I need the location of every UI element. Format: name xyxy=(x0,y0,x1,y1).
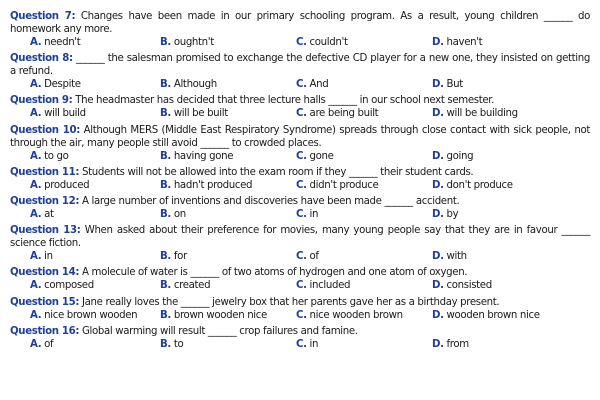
option-text: created xyxy=(173,280,211,292)
options-row xyxy=(10,150,590,163)
option-letter: D. xyxy=(432,179,444,191)
option-a xyxy=(10,179,160,192)
question-stem xyxy=(10,52,590,78)
option-text: in xyxy=(309,338,319,350)
option-letter: D. xyxy=(432,280,444,292)
question-stem xyxy=(10,266,590,279)
options-row xyxy=(10,309,590,322)
question-stem xyxy=(10,166,590,179)
option-d xyxy=(432,150,568,163)
option-c xyxy=(296,150,432,163)
option-text: included xyxy=(309,280,351,292)
option-d xyxy=(432,250,568,263)
option-text: nice brown wooden xyxy=(44,309,138,321)
option-text: going xyxy=(446,150,474,162)
option-letter: C. xyxy=(296,179,307,191)
question-16 xyxy=(10,325,590,351)
options-row xyxy=(10,208,590,221)
option-letter: C. xyxy=(296,79,307,91)
question-label: Question 16: xyxy=(10,325,80,337)
options-row xyxy=(10,338,590,351)
option-letter: B. xyxy=(160,208,171,220)
option-d xyxy=(432,338,568,351)
option-letter: B. xyxy=(160,251,171,263)
option-text: don't produce xyxy=(446,179,513,191)
question-label: Question 12: xyxy=(10,195,80,207)
option-letter: B. xyxy=(160,309,171,321)
question-14 xyxy=(10,266,590,292)
option-letter: D. xyxy=(432,208,444,220)
option-text: composed xyxy=(44,280,94,292)
option-text: oughtn't xyxy=(173,37,214,48)
option-letter: D. xyxy=(432,309,444,321)
option-text: But xyxy=(446,79,463,91)
option-b xyxy=(160,338,296,351)
question-label: Question 11: xyxy=(10,166,80,178)
option-c xyxy=(296,107,432,120)
option-text: produced xyxy=(44,179,90,191)
option-letter: C. xyxy=(296,37,307,48)
option-d xyxy=(432,78,568,91)
option-b xyxy=(160,150,296,163)
question-text: Although MERS (Middle East Respiratory Syndrome) spreads through close contact with sick people, not through the air, many people still avoid ______ to crowded places. xyxy=(10,124,590,149)
option-text: needn't xyxy=(44,37,81,48)
option-text: having gone xyxy=(173,150,234,162)
option-a xyxy=(10,250,160,263)
question-label: Question 9: xyxy=(10,95,73,107)
question-8 xyxy=(10,52,590,91)
option-letter: D. xyxy=(432,37,444,48)
option-letter: A. xyxy=(30,150,42,162)
option-letter: C. xyxy=(296,108,307,120)
option-c xyxy=(296,279,432,292)
option-a xyxy=(10,208,160,221)
options-row xyxy=(10,107,590,120)
option-d xyxy=(432,179,568,192)
question-15 xyxy=(10,296,590,322)
option-letter: D. xyxy=(432,251,444,263)
option-text: brown wooden nice xyxy=(173,309,267,321)
option-letter: D. xyxy=(432,79,444,91)
option-text: hadn't produced xyxy=(173,179,253,191)
option-letter: C. xyxy=(296,150,307,162)
option-letter: D. xyxy=(432,150,444,162)
option-text: couldn't xyxy=(309,37,348,48)
question-7 xyxy=(10,10,590,49)
option-text: will be built xyxy=(173,108,228,120)
option-letter: C. xyxy=(296,309,307,321)
option-letter: D. xyxy=(432,108,444,120)
question-text: A large number of inventions and discoveries have been made ______ accident. xyxy=(82,195,460,207)
option-text: for xyxy=(173,251,187,263)
option-letter: B. xyxy=(160,108,171,120)
option-b xyxy=(160,208,296,221)
option-text: gone xyxy=(309,150,334,162)
option-letter: C. xyxy=(296,251,307,263)
option-text: to go xyxy=(44,150,69,162)
question-stem xyxy=(10,224,590,250)
option-text: will be building xyxy=(446,108,518,120)
option-text: wooden brown nice xyxy=(446,309,540,321)
question-stem xyxy=(10,195,590,208)
option-b xyxy=(160,179,296,192)
question-stem xyxy=(10,94,590,107)
option-b xyxy=(160,107,296,120)
option-letter: D. xyxy=(432,338,444,350)
question-9 xyxy=(10,94,590,120)
option-letter: B. xyxy=(160,150,171,162)
option-c xyxy=(296,208,432,221)
question-label: Question 10: xyxy=(10,124,80,136)
option-letter: B. xyxy=(160,37,171,48)
option-letter: B. xyxy=(160,79,171,91)
option-letter: A. xyxy=(30,179,42,191)
option-text: in xyxy=(44,251,53,263)
question-text: Global warming will result ______ crop failures and famine. xyxy=(82,325,358,337)
option-c xyxy=(296,36,432,49)
option-letter: A. xyxy=(30,309,42,321)
question-stem xyxy=(10,10,590,36)
option-c xyxy=(296,338,432,351)
option-b xyxy=(160,309,296,322)
question-label: Question 8: xyxy=(10,53,73,65)
question-label: Question 13: xyxy=(10,225,81,237)
option-c xyxy=(296,179,432,192)
option-letter: A. xyxy=(30,280,42,292)
question-label: Question 15: xyxy=(10,296,80,308)
option-text: by xyxy=(446,208,459,220)
option-c xyxy=(296,250,432,263)
option-text: of xyxy=(309,251,319,263)
options-row xyxy=(10,250,590,263)
option-letter: A. xyxy=(30,108,42,120)
question-text: Students will not be allowed into the exam room if they ______ their student cards. xyxy=(82,166,474,178)
option-c xyxy=(296,78,432,91)
option-letter: A. xyxy=(30,338,42,350)
option-text: at xyxy=(44,208,54,220)
options-row xyxy=(10,78,590,91)
option-text: in xyxy=(309,208,319,220)
option-letter: C. xyxy=(296,208,307,220)
option-letter: B. xyxy=(160,338,171,350)
question-13 xyxy=(10,224,590,263)
question-text: When asked about their preference for movies, many young people say that they are in favour ______ science fiction. xyxy=(10,225,590,250)
option-a xyxy=(10,78,160,91)
option-b xyxy=(160,279,296,292)
option-letter: C. xyxy=(296,338,307,350)
option-text: didn't produce xyxy=(309,179,379,191)
option-text: Despite xyxy=(44,79,81,91)
option-b xyxy=(160,78,296,91)
question-label: Question 7: xyxy=(10,11,76,22)
question-12 xyxy=(10,195,590,221)
option-text: Although xyxy=(173,79,217,91)
question-10 xyxy=(10,124,590,163)
question-stem xyxy=(10,296,590,309)
option-text: from xyxy=(446,338,469,350)
option-text: are being built xyxy=(309,108,379,120)
option-letter: C. xyxy=(296,280,307,292)
options-row xyxy=(10,36,590,49)
option-b xyxy=(160,36,296,49)
option-text: of xyxy=(44,338,54,350)
question-text: A molecule of water is ______ of two atoms of hydrogen and one atom of oxygen. xyxy=(82,267,468,279)
option-letter: B. xyxy=(160,179,171,191)
option-text: with xyxy=(446,251,467,263)
option-d xyxy=(432,208,568,221)
option-b xyxy=(160,250,296,263)
option-c xyxy=(296,309,432,322)
option-text: will build xyxy=(44,108,86,120)
option-d xyxy=(432,107,568,120)
question-label: Question 14: xyxy=(10,267,80,279)
option-letter: A. xyxy=(30,79,42,91)
option-a xyxy=(10,309,160,322)
question-stem xyxy=(10,124,590,150)
option-text: on xyxy=(173,208,186,220)
question-11 xyxy=(10,166,590,192)
option-a xyxy=(10,338,160,351)
option-a xyxy=(10,279,160,292)
options-row xyxy=(10,279,590,292)
option-letter: A. xyxy=(30,251,42,263)
option-letter: B. xyxy=(160,280,171,292)
option-d xyxy=(432,279,568,292)
option-letter: A. xyxy=(30,208,42,220)
option-a xyxy=(10,107,160,120)
question-text: The headmaster has decided that three lecture halls ______ in our school next semester. xyxy=(75,95,495,107)
option-text: consisted xyxy=(446,280,492,292)
option-text: to xyxy=(173,338,184,350)
question-text: Changes have been made in our primary schooling program. As a result, young children ______ do homework any more. xyxy=(10,11,591,35)
question-text: ______ the salesman promised to exchange the defective CD player for a new one, they insisted on getting a refund. xyxy=(10,53,591,78)
option-a xyxy=(10,150,160,163)
option-d xyxy=(432,36,568,49)
option-text: nice wooden brown xyxy=(309,309,403,321)
option-a xyxy=(10,36,160,49)
options-row xyxy=(10,179,590,192)
question-text: Jane really loves the ______ jewelry box that her parents gave her as a birthday present. xyxy=(82,296,500,308)
option-letter: A. xyxy=(30,37,42,48)
option-d xyxy=(432,309,568,322)
question-stem xyxy=(10,325,590,338)
option-text: And xyxy=(309,79,329,91)
option-text: haven't xyxy=(446,37,483,48)
